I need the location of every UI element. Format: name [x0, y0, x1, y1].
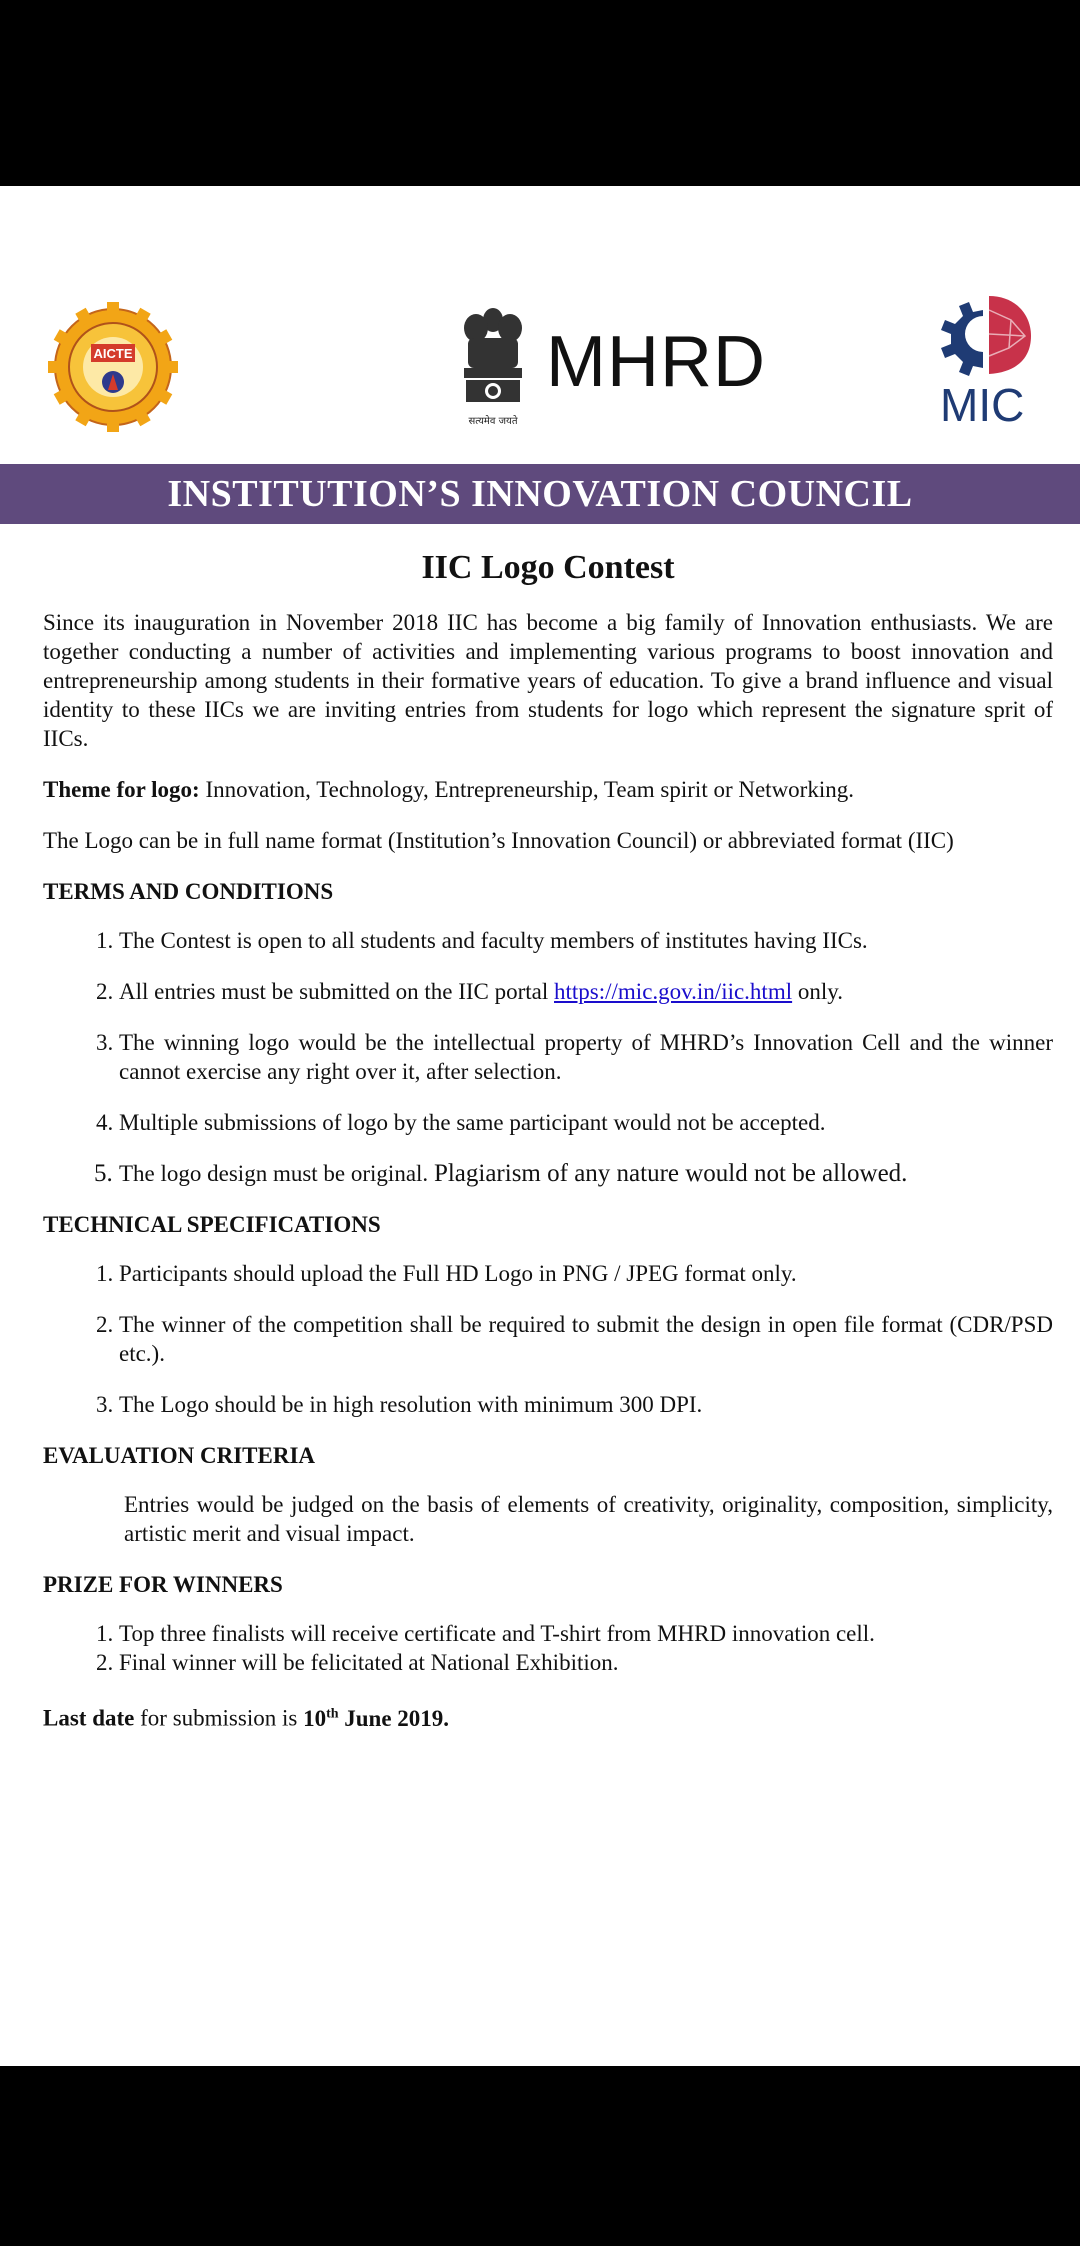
list-item: 2. All entries must be submitted on the IIC portal https://mic.gov.in/iic.html only. — [119, 977, 1053, 1006]
list-item: 1. Participants should upload the Full HD Logo in PNG / JPEG format only. — [119, 1259, 1053, 1288]
iic-portal-link[interactable]: https://mic.gov.in/iic.html — [554, 979, 793, 1004]
tech-heading: TECHNICAL SPECIFICATIONS — [43, 1212, 381, 1237]
theme-paragraph — [43, 775, 1053, 804]
page-title: IIC Logo Contest — [421, 549, 675, 586]
list-item: 3. The Logo should be in high resolution with minimum 300 DPI. — [119, 1390, 1053, 1419]
national-emblem-logo — [456, 304, 530, 432]
list-item: 1. Top three finalists will receive certificate and T-shirt from MHRD innovation cell. — [119, 1619, 1053, 1648]
document-body — [43, 524, 1053, 1755]
list-item: 4. Multiple submissions of logo by the same participant would not be accepted. — [119, 1108, 1053, 1137]
mic-logo-mark — [935, 290, 1035, 380]
list-item: 5. The logo design must be original. Plagiarism of any nature would not be allowed. — [119, 1159, 1053, 1188]
intro-paragraph: Since its inauguration in November 2018 IIC has become a big family of Innovation enthusiasts. We are together conducting a number of activities and implementing various programs to boost innovation and entrepreneurship among students in their formative years of education. To give a brand influence and visual identity to these IICs we are inviting entries from students for logo which represent the signature sprit of IICs. — [43, 610, 1053, 751]
header-logos — [0, 186, 1080, 515]
list-item: 2. Final winner will be felicitated at National Exhibition. — [119, 1648, 1053, 1677]
prize-heading: PRIZE FOR WINNERS — [43, 1572, 283, 1597]
list-item: 2. The winner of the competition shall be required to submit the design in open file format (CDR/PSD etc.). — [119, 1310, 1053, 1368]
evaluation-heading: EVALUATION CRITERIA — [43, 1443, 316, 1468]
format-note: The Logo can be in full name format (Institution’s Innovation Council) or abbreviated format (IIC) — [43, 828, 954, 853]
last-date-line: Last date for submission is 10th June 2019. — [43, 1705, 450, 1731]
list-item: 1. The Contest is open to all students and faculty members of institutes having IICs. — [119, 926, 1053, 955]
terms-heading: TERMS AND CONDITIONS — [43, 879, 334, 904]
theme-label: Theme for logo: — [43, 777, 200, 802]
list-item: 3. The winning logo would be the intellectual property of MHRD’s Innovation Cell and the winner cannot exercise any right over it, after selection. — [119, 1028, 1053, 1086]
svg-text:AICTE: AICTE — [93, 346, 133, 361]
council-banner: INSTITUTION’S INNOVATION COUNCIL — [0, 464, 1080, 524]
prize-list — [43, 1619, 1053, 1677]
theme-text: Innovation, Technology, Entrepreneurship, Team spirit or Networking. — [199, 777, 854, 802]
svg-text:सत्यमेव जयते: सत्यमेव जयते — [468, 416, 518, 427]
document-page — [0, 186, 1080, 2066]
mic-wordmark: MIC — [940, 379, 1025, 431]
aicte-logo — [46, 300, 180, 434]
tech-list — [43, 1259, 1053, 1419]
mhrd-wordmark: MHRD — [546, 322, 766, 402]
terms-list — [43, 926, 1053, 1188]
evaluation-text: Entries would be judged on the basis of elements of creativity, originality, composition, simplicity, artistic merit and visual impact. — [124, 1492, 1053, 1546]
